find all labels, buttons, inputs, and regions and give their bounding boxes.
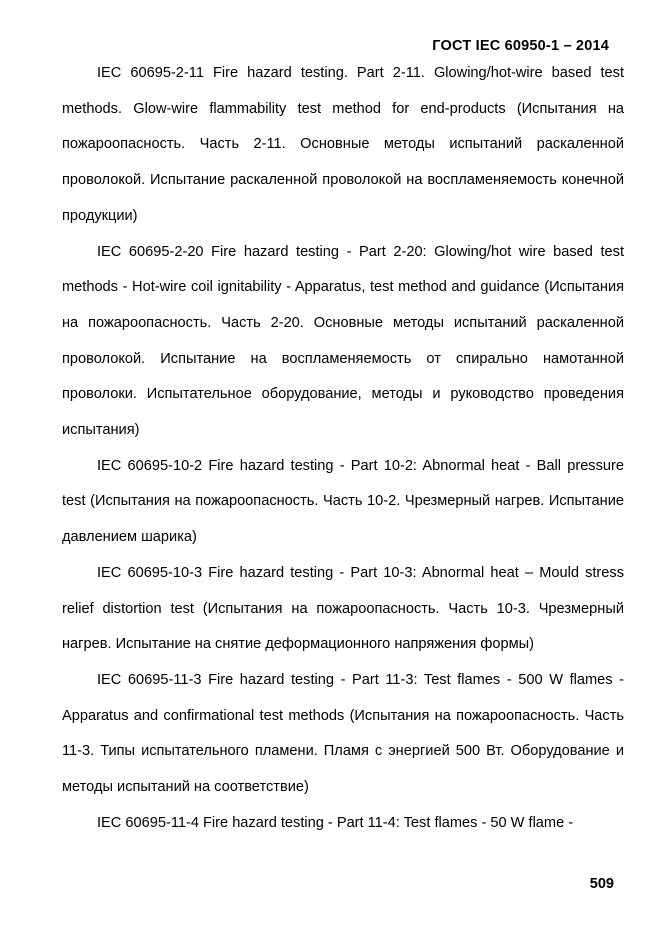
reference-paragraph: IEC 60695-11-3 Fire hazard testing - Part 11-3: Test flames - 500 W flames - Apparatus and confirmational test methods (Испытания на пожароопасность. Часть 11-3. Типы испытательного пламени. Пламя с энергией 500 Вт. Оборудование и методы испытаний на соответствие)	[62, 671, 624, 796]
standard-header: ГОСТ IEC 60950-1 – 2014	[432, 38, 609, 54]
reference-paragraph: IEC 60695-2-11 Fire hazard testing. Part 2-11. Glowing/hot-wire based test methods. Glow-wire flammability test method for end-products (Испытания на пожароопасность. Часть 2-11. Основные методы испытаний раскаленной проволокой. Испытание раскаленной проволокой на воспламеняемость конечной продукции)	[62, 65, 624, 224]
reference-paragraph: IEC 60695-2-20 Fire hazard testing - Part 2-20: Glowing/hot wire based test methods - Hot-wire coil ignitability - Apparatus, test method and guidance (Испытания на пожароопасность. Часть 2-20. Основные методы испытаний раскаленной проволокой. Испытание на воспламеняемость от спирально намотанной проволоки. Испытательное оборудование, методы и руководство проведения испытания)	[62, 243, 624, 439]
page-number: 509	[589, 876, 614, 892]
reference-paragraph: IEC 60695-11-4 Fire hazard testing - Part 11-4: Test flames - 50 W flame -	[97, 814, 574, 831]
reference-list	[62, 56, 624, 841]
reference-paragraph: IEC 60695-10-2 Fire hazard testing - Part 10-2: Abnormal heat - Ball pressure test (Испытания на пожароопасность. Часть 10-2. Чрезмерный нагрев. Испытание давлением шарика)	[62, 457, 624, 546]
reference-paragraph: IEC 60695-10-3 Fire hazard testing - Part 10-3: Abnormal heat – Mould stress relief distortion test (Испытания на пожароопасность. Часть 10-3. Чрезмерный нагрев. Испытание на снятие деформационного напряжения формы)	[62, 564, 624, 653]
